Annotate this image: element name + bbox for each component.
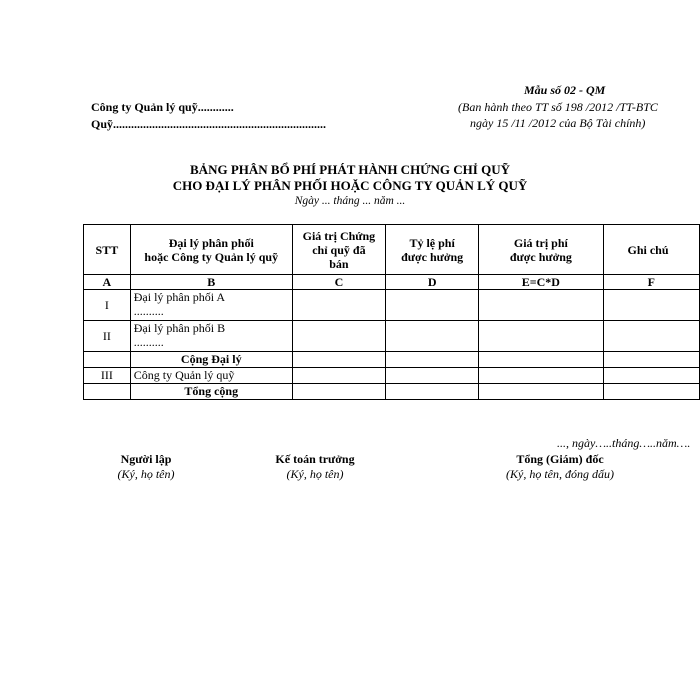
table-row [84, 321, 700, 352]
table-header-row [84, 225, 700, 275]
signature-hint: (Ký, họ tên) [117, 467, 175, 481]
table-row [84, 290, 700, 321]
cell-fee-value [479, 368, 603, 384]
row-stt: I [84, 290, 131, 321]
column-code: A [84, 275, 131, 290]
agents-subtotal-label: Cộng Đại lý [130, 352, 292, 368]
header-stt: STT [84, 225, 131, 275]
cell-note [603, 321, 699, 352]
header-fee-value: Giá trị phí được hưởng [479, 225, 603, 275]
cell-fee-rate [386, 368, 479, 384]
cell-fee-value [479, 321, 603, 352]
cell-fee-value [479, 290, 603, 321]
header-note: Ghi chú [603, 225, 699, 275]
header-agent: Đại lý phân phối hoặc Công ty Quản lý quỹ [130, 225, 292, 275]
row-stt [84, 384, 131, 400]
column-code: E=C*D [479, 275, 603, 290]
signature-hint: (Ký, họ tên) [286, 467, 344, 481]
fund-line: Quỹ....................................................................... [91, 117, 327, 131]
cell-fee-value [479, 352, 603, 368]
signature-role: Tổng (Giám) đốc [516, 452, 604, 466]
cell-fee-rate [386, 321, 479, 352]
fee-allocation-table [83, 224, 700, 400]
column-code: F [603, 275, 699, 290]
row-stt: III [84, 368, 131, 384]
cell-note [603, 384, 699, 400]
cell-note [603, 352, 699, 368]
issued-by-note: (Ban hành theo TT số 198 /2012 /TT-BTC [458, 100, 658, 114]
cell-sold-value [292, 368, 385, 384]
column-code: D [386, 275, 479, 290]
cell-fee-rate [386, 384, 479, 400]
document-date-line: Ngày ... tháng ... năm ... [294, 195, 406, 207]
place-date-line: ..., ngày…..tháng…..năm…. [557, 436, 691, 450]
row-stt: II [84, 321, 131, 352]
cell-note [603, 290, 699, 321]
document-title-line-1: BẢNG PHÂN BỔ PHÍ PHÁT HÀNH CHỨNG CHỈ QUỸ [190, 162, 510, 177]
signature-hint: (Ký, họ tên, đóng dấu) [506, 467, 614, 481]
cell-note [603, 368, 699, 384]
column-code: B [130, 275, 292, 290]
table-row [84, 368, 700, 384]
column-code-row [84, 275, 700, 290]
grand-total-row [84, 384, 700, 400]
agents-subtotal-row [84, 352, 700, 368]
row-agent-name: Đại lý phân phối A .......... [130, 290, 292, 321]
cell-sold-value [292, 384, 385, 400]
row-stt [84, 352, 131, 368]
company-line: Công ty Quản lý quỹ............ [91, 100, 234, 114]
signature-chief-accountant [255, 452, 375, 482]
header-sold-value: Giá trị Chứng chỉ quỹ đã bán [292, 225, 385, 275]
cell-fee-rate [386, 352, 479, 368]
cell-sold-value [292, 290, 385, 321]
row-company-name: Công ty Quản lý quỹ [130, 368, 292, 384]
form-code: Mẫu số 02 - QM [524, 83, 606, 97]
signature-role: Kế toán trưởng [275, 452, 355, 466]
cell-fee-value [479, 384, 603, 400]
cell-sold-value [292, 352, 385, 368]
issued-date-note: ngày 15 /11 /2012 của Bộ Tài chính) [470, 116, 646, 130]
header-fee-rate: Tỷ lệ phí được hưởng [386, 225, 479, 275]
cell-sold-value [292, 321, 385, 352]
cell-fee-rate [386, 290, 479, 321]
signature-preparer [96, 452, 196, 482]
column-code: C [292, 275, 385, 290]
signature-role: Người lập [120, 452, 172, 466]
signature-director [480, 452, 640, 482]
document-title-line-2: CHO ĐẠI LÝ PHÂN PHỐI HOẶC CÔNG TY QUẢN LÝ QUỸ [172, 178, 528, 193]
grand-total-label: Tổng cộng [130, 384, 292, 400]
row-agent-name: Đại lý phân phối B .......... [130, 321, 292, 352]
